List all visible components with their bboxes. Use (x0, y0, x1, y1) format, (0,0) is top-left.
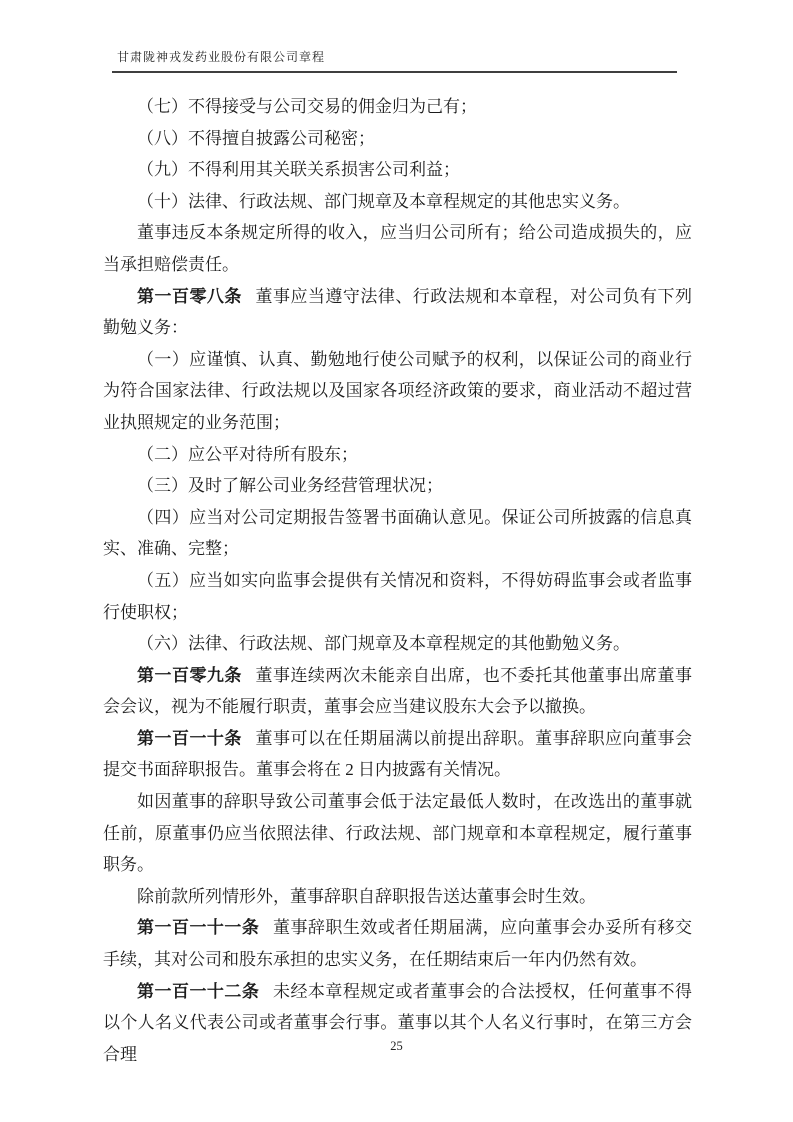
paragraph (103, 217, 692, 280)
header-title: 甘肃陇神戎发药业股份有限公司章程 (117, 50, 326, 64)
page-header (112, 48, 677, 73)
paragraph-text: （九）不得利用其关联关系损害公司利益； (137, 160, 460, 180)
paragraph-text: （四）应当对公司定期报告签署书面确认意见。保证公司所披露的信息真实、准确、完整； (103, 507, 692, 559)
paragraph (103, 786, 692, 881)
paragraph (103, 628, 692, 660)
paragraph (103, 565, 692, 628)
paragraph-text: 董事辞职生效或者任期届满，应向董事会办妥所有移交手续，其对公司和股东承担的忠实义务，在任期结束后一年内仍然有效。 (103, 918, 693, 970)
paragraph-text: （七）不得接受与公司交易的佣金归为己有； (137, 97, 477, 116)
document-body (103, 91, 692, 1070)
paragraph-text: （三）及时了解公司业务经营管理状况； (137, 476, 443, 496)
paragraph-text: （六）法律、行政法规、部门规章及本章程规定的其他勤勉义务。 (137, 634, 630, 654)
paragraph (103, 123, 692, 155)
paragraph-text: 董事违反本条规定所得的收入，应当归公司所有；给公司造成损失的，应当承担赔偿责任。 (103, 223, 692, 274)
paragraph (103, 881, 692, 913)
paragraph-text: 董事应当遵守法律、行政法规和本章程，对公司负有下列勤勉义务： (103, 286, 693, 338)
paragraph (103, 439, 692, 471)
paragraph-text: 董事可以在任期届满以前提出辞职。董事辞职应向董事会提交书面辞职报告。董事会将在 2 日内披露有关情况。 (103, 728, 693, 780)
paragraph-text: 董事连续两次未能亲自出席，也不委托其他董事出席董事会会议，视为不能履行职责，董事会应当建议股东大会予以撤换。 (103, 665, 693, 717)
paragraph (103, 91, 692, 123)
paragraph-text: （五）应当如实向监事会提供有关情况和资料，不得妨碍监事会或者监事行使职权； (103, 570, 692, 622)
article-number: 第一百零八条 (137, 286, 242, 306)
paragraph-text: 如因董事的辞职导致公司董事会低于法定最低人数时，在改选出的董事就任前，原董事仍应当依照法律、行政法规、部门规章和本章程规定，履行董事职务。 (103, 792, 692, 875)
paragraph (103, 186, 692, 218)
paragraph (103, 154, 692, 186)
paragraph-text: （一）应谨慎、认真、勤勉地行使公司赋予的权利，以保证公司的商业行为符合国家法律、行政法规以及国家各项经济政策的要求，商业活动不超过营业执照规定的业务范围； (103, 349, 692, 432)
paragraph (103, 660, 692, 723)
paragraph (103, 502, 692, 565)
article-number: 第一百一十条 (137, 728, 242, 748)
article-number: 第一百一十二条 (137, 981, 260, 1001)
paragraph (103, 344, 692, 439)
paragraph (103, 281, 692, 344)
paragraph (103, 912, 692, 975)
article-number: 第一百零九条 (137, 665, 242, 685)
paragraph-text: （八）不得擅自披露公司秘密； (137, 128, 375, 148)
paragraph-text: 未经本章程规定或者董事会的合法授权，任何董事不得以个人名义代表公司或者董事会行事。董事以其个人名义行事时，在第三方会合理 (103, 981, 693, 1064)
paragraph-text: （二）应公平对待所有股东； (137, 444, 358, 464)
paragraph (103, 470, 692, 502)
paragraph-text: 除前款所列情形外，董事辞职自辞职报告送达董事会时生效。 (137, 886, 596, 906)
paragraph (103, 976, 692, 1071)
page-number: 25 (390, 1039, 403, 1053)
article-number: 第一百一十一条 (137, 918, 260, 938)
paragraph-text: （十）法律、行政法规、部门规章及本章程规定的其他忠实义务。 (137, 191, 630, 211)
paragraph (103, 723, 692, 786)
